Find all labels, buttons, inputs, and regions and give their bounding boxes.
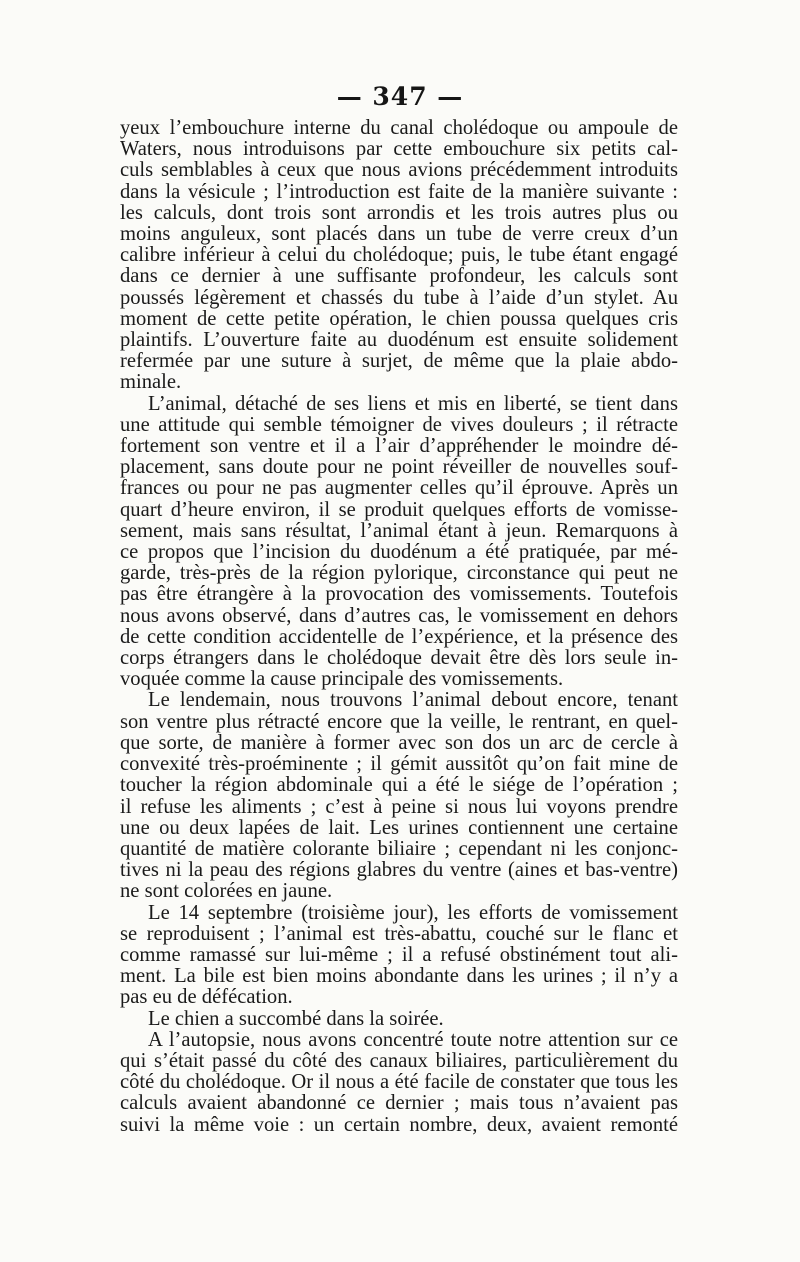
text-line: suivi la même voie : un certain nombre, deux, avaient remonté (120, 1113, 678, 1136)
text-line: yeux l’embouchure interne du canal cholédoque ou ampoule de (120, 117, 678, 139)
text-line: poussés légèrement et chassés du tube à l’aide d’un stylet. Au (120, 286, 678, 309)
text-line: que sorte, de manière à former avec son dos un arc de cercle à (120, 731, 678, 754)
text-line: son ventre plus rétracté encore que la veille, le rentrant, en quel- (120, 710, 678, 733)
text-line: garde, très-près de la région pylorique, circonstance qui peut ne (120, 562, 678, 585)
text-line: Waters, nous introduisons par cette embouchure six petits cal- (120, 138, 678, 161)
page-number: — 347 — (336, 82, 464, 111)
text-line: une ou deux lapées de lait. Les urines contiennent une certaine (120, 816, 678, 839)
text-line: nous avons observé, dans d’autres cas, le vomissement en dehors (120, 604, 678, 627)
text-line: culs semblables à ceux que nous avions précédemment introduits (120, 159, 678, 182)
text-line: A l’autopsie, nous avons concentré toute notre attention sur ce (148, 1028, 678, 1051)
text-line: Le 14 septembre (troisième jour), les efforts de vomissement (148, 901, 678, 924)
text-line: les calculs, dont trois sont arrondis et les trois autres plus ou (120, 201, 678, 224)
text-line: voquée comme la cause principale des vomissements. (120, 668, 564, 691)
text-line: frances ou pour ne pas augmenter celles qu’il éprouve. Après un (120, 477, 678, 500)
text-line: placement, sans doute pour ne point réveiller de nouvelles souf- (120, 456, 678, 479)
text-line: dans la vésicule ; l’introduction est faite de la manière suivante : (120, 180, 678, 203)
text-line: moins anguleux, sont placés dans un tube de verre creux d’un (120, 223, 678, 246)
body-text (120, 118, 678, 1136)
text-line: moment de cette petite opération, le chien poussa quelques cris (120, 307, 678, 330)
text-line: comme ramassé sur lui-même ; il a refusé obstinément tout ali- (120, 943, 678, 966)
text-line: refermée par une suture à surjet, de même que la plaie abdo- (120, 350, 678, 373)
text-line: côté du cholédoque. Or il nous a été facile de constater que tous les (120, 1071, 678, 1094)
text-line: une attitude qui semble témoigner de vives douleurs ; il rétracte (120, 413, 678, 436)
text-line: calibre inférieur à celui du cholédoque; puis, le tube étant engagé (120, 244, 678, 267)
text-line: qui s’était passé du côté des canaux biliaires, particulièrement du (120, 1049, 678, 1072)
text-line: plaintifs. L’ouverture faite au duodénum est ensuite solidement (120, 329, 678, 352)
text-line: toucher la région abdominale qui a été le siége de l’opération ; (120, 774, 678, 797)
text-line: minale. (120, 371, 182, 394)
text-line: pas être étrangère à la provocation des vomissements. Toutefois (120, 583, 678, 606)
text-line: calculs avaient abandonné ce dernier ; mais tous n’avaient pas (120, 1092, 678, 1115)
text-line: ment. La bile est bien moins abondante dans les urines ; il n’y a (120, 965, 678, 988)
text-line: ce propos que l’incision du duodénum a été pratiquée, par mé- (120, 541, 678, 564)
text-line: quantité de matière colorante biliaire ; cependant ni les conjonc- (120, 837, 678, 860)
text-line: se reproduisent ; l’animal est très-abattu, couché sur le flanc et (120, 922, 678, 945)
text-line: pas eu de défécation. (120, 986, 293, 1009)
text-line: dans ce dernier à une suffisante profondeur, les calculs sont (120, 265, 678, 288)
text-line: ne sont colorées en jaune. (120, 880, 333, 903)
text-line: convexité très-proéminente ; il gémit aussitôt qu’on fait mine de (120, 753, 678, 776)
text-line: sement, mais sans résultat, l’animal étant à jeun. Remarquons à (120, 519, 678, 542)
text-line: Le chien a succombé dans la soirée. (148, 1007, 444, 1030)
text-line: L’animal, détaché de ses liens et mis en liberté, se tient dans (148, 392, 678, 415)
text-line: de cette condition accidentelle de l’expérience, et la présence des (120, 625, 678, 648)
text-line: Le lendemain, nous trouvons l’animal debout encore, tenant (148, 689, 678, 712)
text-line: tives ni la peau des régions glabres du ventre (aines et bas-ventre) (120, 859, 678, 882)
text-line: il refuse les aliments ; c’est à peine si nous lui voyons prendre (120, 795, 678, 818)
text-line: corps étrangers dans le cholédoque devait être dès lors seule in- (120, 647, 678, 670)
text-line: fortement son ventre et il a l’air d’appréhender le moindre dé- (120, 435, 678, 458)
text-line: quart d’heure environ, il se produit quelques efforts de vomisse- (120, 498, 678, 521)
